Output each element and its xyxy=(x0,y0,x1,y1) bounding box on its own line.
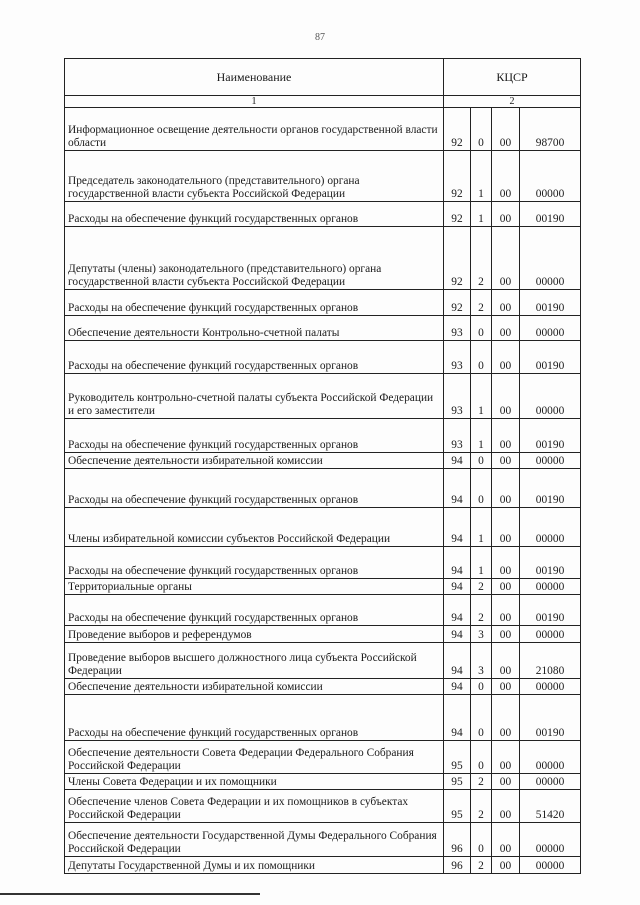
table-row xyxy=(65,227,581,290)
kcsr-part-b-cell: 2 xyxy=(471,227,492,290)
kcsr-part-a-cell: 93 xyxy=(444,341,471,374)
kcsr-part-c-cell: 00 xyxy=(492,774,520,790)
kcsr-part-b-cell: 0 xyxy=(471,695,492,741)
row-name-cell: Проведение выборов высшего должностного лица субъекта Российской Федерации xyxy=(65,643,444,679)
kcsr-part-b-cell: 2 xyxy=(471,290,492,316)
row-name-cell: Обеспечение деятельности Контрольно-счетной палаты xyxy=(65,316,444,341)
kcsr-part-b-cell: 2 xyxy=(471,579,492,595)
kcsr-part-a-cell: 94 xyxy=(444,679,471,695)
kcsr-part-c-cell: 00 xyxy=(492,469,520,508)
row-name-cell: Обеспечение деятельности Государственной Думы Федерального Собрания Российской Федерации xyxy=(65,823,444,857)
kcsr-part-c-cell: 00 xyxy=(492,790,520,823)
kcsr-part-d-cell: 00190 xyxy=(520,290,581,316)
kcsr-part-a-cell: 92 xyxy=(444,227,471,290)
kcsr-part-c-cell: 00 xyxy=(492,508,520,547)
table-row xyxy=(65,316,581,341)
header-kcsr: КЦСР xyxy=(444,59,581,96)
header-row xyxy=(65,59,581,96)
kcsr-part-d-cell: 00190 xyxy=(520,695,581,741)
table-row xyxy=(65,469,581,508)
table-row xyxy=(65,374,581,419)
kcsr-part-d-cell: 00000 xyxy=(520,579,581,595)
kcsr-part-a-cell: 94 xyxy=(444,579,471,595)
row-name-cell: Депутаты Государственной Думы и их помощники xyxy=(65,857,444,874)
kcsr-part-d-cell: 00000 xyxy=(520,151,581,202)
column-number-row xyxy=(65,96,581,108)
table-row xyxy=(65,626,581,643)
kcsr-part-d-cell: 00190 xyxy=(520,469,581,508)
table-row xyxy=(65,341,581,374)
table-row xyxy=(65,679,581,695)
kcsr-part-a-cell: 92 xyxy=(444,202,471,227)
kcsr-part-b-cell: 1 xyxy=(471,508,492,547)
kcsr-part-b-cell: 1 xyxy=(471,374,492,419)
kcsr-part-b-cell: 0 xyxy=(471,316,492,341)
row-name-cell: Расходы на обеспечение функций государственных органов xyxy=(65,469,444,508)
kcsr-part-d-cell: 98700 xyxy=(520,108,581,151)
row-name-cell: Расходы на обеспечение функций государственных органов xyxy=(65,202,444,227)
kcsr-part-d-cell: 00000 xyxy=(520,227,581,290)
row-name-cell: Обеспечение деятельности Совета Федерации Федерального Собрания Российской Федерации xyxy=(65,741,444,774)
row-name-cell: Расходы на обеспечение функций государственных органов xyxy=(65,419,444,453)
column-number-kcsr: 2 xyxy=(444,96,581,108)
table-row xyxy=(65,579,581,595)
table-row xyxy=(65,453,581,469)
kcsr-part-b-cell: 0 xyxy=(471,469,492,508)
kcsr-part-d-cell: 00000 xyxy=(520,316,581,341)
kcsr-part-b-cell: 1 xyxy=(471,547,492,579)
kcsr-part-c-cell: 00 xyxy=(492,695,520,741)
table-row xyxy=(65,823,581,857)
kcsr-part-d-cell: 51420 xyxy=(520,790,581,823)
table-row xyxy=(65,790,581,823)
kcsr-part-c-cell: 00 xyxy=(492,290,520,316)
row-name-cell: Обеспечение членов Совета Федерации и их помощников в субъектах Российской Федерации xyxy=(65,790,444,823)
table-row xyxy=(65,108,581,151)
kcsr-part-c-cell: 00 xyxy=(492,643,520,679)
kcsr-part-b-cell: 0 xyxy=(471,741,492,774)
kcsr-part-c-cell: 00 xyxy=(492,595,520,626)
kcsr-part-c-cell: 00 xyxy=(492,857,520,874)
page-number: 87 xyxy=(315,32,325,43)
kcsr-part-a-cell: 93 xyxy=(444,374,471,419)
kcsr-part-a-cell: 94 xyxy=(444,643,471,679)
row-name-cell: Обеспечение деятельности избирательной комиссии xyxy=(65,453,444,469)
table-row xyxy=(65,508,581,547)
kcsr-part-c-cell: 00 xyxy=(492,316,520,341)
kcsr-part-d-cell: 00000 xyxy=(520,508,581,547)
kcsr-part-d-cell: 00000 xyxy=(520,374,581,419)
kcsr-part-c-cell: 00 xyxy=(492,108,520,151)
kcsr-part-a-cell: 94 xyxy=(444,626,471,643)
row-name-cell: Расходы на обеспечение функций государственных органов xyxy=(65,290,444,316)
kcsr-part-a-cell: 94 xyxy=(444,547,471,579)
kcsr-part-b-cell: 1 xyxy=(471,151,492,202)
row-name-cell: Руководитель контрольно-счетной палаты субъекта Российской Федерации и его заместители xyxy=(65,374,444,419)
kcsr-part-c-cell: 00 xyxy=(492,579,520,595)
row-name-cell: Территориальные органы xyxy=(65,579,444,595)
kcsr-part-c-cell: 00 xyxy=(492,374,520,419)
row-name-cell: Члены избирательной комиссии субъектов Российской Федерации xyxy=(65,508,444,547)
kcsr-part-b-cell: 1 xyxy=(471,419,492,453)
scan-edge-line xyxy=(0,893,260,895)
kcsr-part-b-cell: 0 xyxy=(471,679,492,695)
kcsr-part-b-cell: 2 xyxy=(471,774,492,790)
kcsr-part-d-cell: 00000 xyxy=(520,774,581,790)
kcsr-part-d-cell: 00000 xyxy=(520,679,581,695)
kcsr-part-d-cell: 00190 xyxy=(520,341,581,374)
kcsr-part-c-cell: 00 xyxy=(492,419,520,453)
table-row xyxy=(65,595,581,626)
row-name-cell: Информационное освещение деятельности органов государственной власти области xyxy=(65,108,444,151)
kcsr-part-b-cell: 2 xyxy=(471,790,492,823)
column-number-name: 1 xyxy=(65,96,444,108)
kcsr-part-b-cell: 2 xyxy=(471,857,492,874)
kcsr-part-c-cell: 00 xyxy=(492,741,520,774)
kcsr-part-a-cell: 92 xyxy=(444,290,471,316)
kcsr-part-c-cell: 00 xyxy=(492,341,520,374)
kcsr-part-b-cell: 0 xyxy=(471,108,492,151)
kcsr-part-a-cell: 93 xyxy=(444,419,471,453)
kcsr-part-a-cell: 94 xyxy=(444,508,471,547)
kcsr-part-b-cell: 3 xyxy=(471,626,492,643)
table-row xyxy=(65,857,581,874)
kcsr-part-a-cell: 96 xyxy=(444,823,471,857)
table-row xyxy=(65,419,581,453)
table-row xyxy=(65,643,581,679)
table-row xyxy=(65,774,581,790)
kcsr-part-c-cell: 00 xyxy=(492,547,520,579)
row-name-cell: Расходы на обеспечение функций государственных органов xyxy=(65,595,444,626)
kcsr-part-a-cell: 92 xyxy=(444,151,471,202)
row-name-cell: Члены Совета Федерации и их помощники xyxy=(65,774,444,790)
kcsr-part-d-cell: 21080 xyxy=(520,643,581,679)
kcsr-part-b-cell: 0 xyxy=(471,453,492,469)
row-name-cell: Расходы на обеспечение функций государственных органов xyxy=(65,695,444,741)
budget-classification-table xyxy=(64,58,581,874)
table-row xyxy=(65,695,581,741)
kcsr-part-a-cell: 94 xyxy=(444,695,471,741)
kcsr-part-b-cell: 3 xyxy=(471,643,492,679)
kcsr-part-d-cell: 00000 xyxy=(520,626,581,643)
kcsr-part-d-cell: 00190 xyxy=(520,202,581,227)
kcsr-part-c-cell: 00 xyxy=(492,626,520,643)
kcsr-part-b-cell: 1 xyxy=(471,202,492,227)
kcsr-part-d-cell: 00000 xyxy=(520,857,581,874)
kcsr-part-d-cell: 00000 xyxy=(520,741,581,774)
row-name-cell: Расходы на обеспечение функций государственных органов xyxy=(65,341,444,374)
kcsr-part-c-cell: 00 xyxy=(492,227,520,290)
row-name-cell: Депутаты (члены) законодательного (представительного) органа государственной власти субъекта Российской Федерации xyxy=(65,227,444,290)
table-row xyxy=(65,547,581,579)
kcsr-part-d-cell: 00190 xyxy=(520,419,581,453)
table-row xyxy=(65,202,581,227)
kcsr-part-b-cell: 0 xyxy=(471,823,492,857)
kcsr-part-a-cell: 95 xyxy=(444,790,471,823)
kcsr-part-d-cell: 00190 xyxy=(520,547,581,579)
kcsr-part-a-cell: 93 xyxy=(444,316,471,341)
row-name-cell: Обеспечение деятельности избирательной комиссии xyxy=(65,679,444,695)
kcsr-part-c-cell: 00 xyxy=(492,823,520,857)
row-name-cell: Проведение выборов и референдумов xyxy=(65,626,444,643)
kcsr-part-a-cell: 94 xyxy=(444,595,471,626)
row-name-cell: Председатель законодательного (представительного) органа государственной власти субъекта Российской Федерации xyxy=(65,151,444,202)
kcsr-part-a-cell: 94 xyxy=(444,469,471,508)
kcsr-part-a-cell: 95 xyxy=(444,774,471,790)
row-name-cell: Расходы на обеспечение функций государственных органов xyxy=(65,547,444,579)
kcsr-part-c-cell: 00 xyxy=(492,151,520,202)
kcsr-part-a-cell: 92 xyxy=(444,108,471,151)
table-row xyxy=(65,290,581,316)
kcsr-part-a-cell: 96 xyxy=(444,857,471,874)
kcsr-part-b-cell: 0 xyxy=(471,341,492,374)
kcsr-part-b-cell: 2 xyxy=(471,595,492,626)
kcsr-part-c-cell: 00 xyxy=(492,453,520,469)
kcsr-part-d-cell: 00190 xyxy=(520,595,581,626)
header-name: Наименование xyxy=(65,59,444,96)
kcsr-part-d-cell: 00000 xyxy=(520,823,581,857)
kcsr-part-d-cell: 00000 xyxy=(520,453,581,469)
kcsr-part-a-cell: 95 xyxy=(444,741,471,774)
table-row xyxy=(65,741,581,774)
kcsr-part-c-cell: 00 xyxy=(492,679,520,695)
kcsr-part-a-cell: 94 xyxy=(444,453,471,469)
kcsr-part-c-cell: 00 xyxy=(492,202,520,227)
table-row xyxy=(65,151,581,202)
